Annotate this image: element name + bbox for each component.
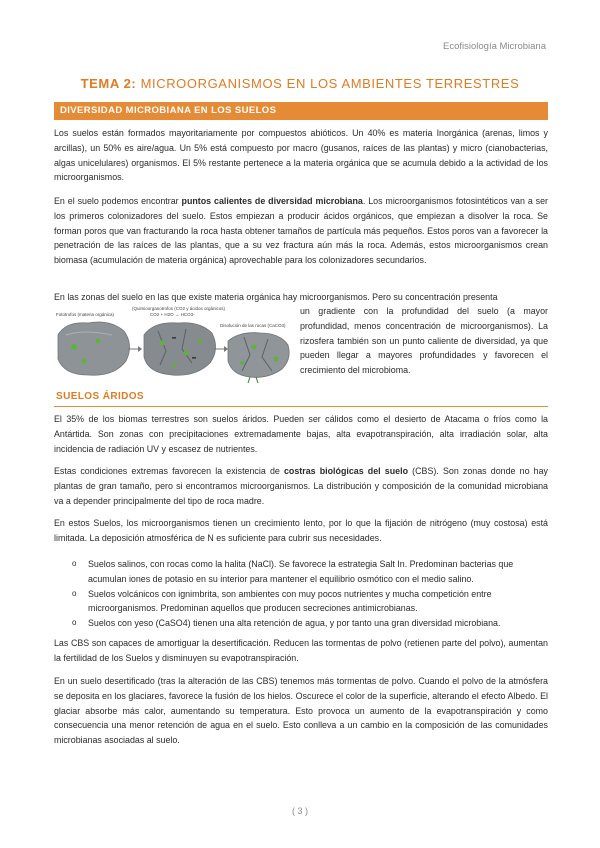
bullet-marker: o	[72, 559, 77, 568]
soil-colonization-figure	[54, 305, 292, 383]
bullet-marker: o	[72, 588, 77, 598]
rock-2	[144, 323, 216, 376]
paragraph-cbs-function: Las CBS son capaces de amortiguar la desertificación. Reducen las tormentas de polvo (retienen parte del polvo), aumentan la fertilidad de los Suelos y disminuyen su evapotranspiración.	[54, 638, 548, 663]
section-heading: DIVERSIDAD MICROBIANA EN LOS SUELOS	[54, 102, 548, 120]
subsection-heading: SUELOS ÁRIDOS	[54, 391, 548, 407]
header-subject: Ecofisiología Microbiana	[443, 41, 546, 52]
list-item-text: Suelos con yeso (CaSO4) tienen una alta retención de agua, y por tanto una gran diversidad microbiana.	[88, 618, 501, 629]
figure-label-chemo: (Quimioorganotrofos (CO2 y ácidos orgánicos)	[132, 306, 226, 311]
p5-after: (CBS). Son zonas donde no hay plantas de gran tamaño, pero si encontramos microorganismos. La distribución y composición de la comunidad microbiana va a depender principalmente del tipo de roca madre.	[54, 466, 548, 506]
soil-types-list	[70, 557, 548, 631]
page-title	[0, 76, 600, 91]
page-number: ( 3 )	[291, 806, 308, 816]
figure-label-phototrophs: Fototrofos (materia orgánica)	[56, 312, 115, 317]
p2-before: En el suelo podemos encontrar	[54, 196, 182, 206]
list-item	[70, 616, 548, 631]
paragraph-desertification: En un suelo desertificado (tras la alteración de las CBS) tenemos más tormentas de polvo. Cuando el polvo de la atmósfera se deposita en los glaciares, favorece la fusión de los hielos. Oscurece el color de la superficie, alterando el efecto Albedo. El glaciar absorbe más calor, aumentando su temperatura. Esto provoca un aumento de la evapotranspiración y como consecuencia una menor retención de agua en el suelo. Esto conlleva a un cambio en la composición de las comunidades microbianas asociadas al suelo.	[54, 676, 548, 746]
paragraph-gradient: un gradiente con la profundidad del suelo (a mayor profundidad, menos concentración de microorganismos). La rizosfera también son un punto caliente de diversidad, ya que pueden llegar a mayores profundidades y favorecen el crecimiento del microbioma.	[300, 306, 548, 376]
p2-after: . Los microorganismos fotosintéticos van a ser los primeros colonizadores del suelo. Estos empiezan a producir ácidos orgánicos, que empiezan a disolver la roca. Se forman poros que van fracturando la roca hasta obtener tamaños de partícula más pequeños. Estos poros van a favorecer la penetración de las raíces de las plantas, que a su vez fractura aún más la roca. Además, estos microorganismos crean biomasa (acumulación de materia orgánica) aprovechable para los colonizadores secundarios.	[54, 196, 548, 266]
figure-label-reaction: CO2 + H2O → HCO3-	[150, 312, 195, 317]
rock-1	[58, 322, 130, 375]
paragraph-biocrusts	[54, 464, 548, 508]
p2-bold: puntos calientes de diversidad microbiana	[181, 196, 363, 206]
rock-dissolution-diagram	[54, 305, 292, 383]
paragraph-gradient-intro: En las zonas del suelo en las que existe materia orgánica hay microorganismos. Pero su concentración presenta	[54, 292, 498, 302]
title-text: MICROORGANISMOS EN LOS AMBIENTES TERRESTRES	[140, 76, 520, 91]
paragraph-soil-composition: Los suelos están formados mayoritariamente por compuestos abióticos. Un 40% es materia Inorgánica (arenas, limos y arcillas), un 50% es aire/agua. Un 5% está compuesto por macro (gusanos, raíces de las plantas) y micro (cianobacterias, algas unicelulares) organismos. El 5% restante pertenece a la materia orgánica que se acumula debido a la actividad de los microorganismos.	[54, 128, 548, 183]
list-item	[70, 557, 548, 587]
paragraph-arid-soils: El 35% de los biomas terrestres son suelos áridos. Pueden ser cálidos como el desierto de Atacama o fríos como la Antártida. Son zonas con precipitaciones extremadamente bajas, alta evapotranspiración, alta irradiación solar, alta incidencia de radiación UV y escasez de nutrientes.	[54, 414, 548, 454]
paragraph-nitrogen: En estos Suelos, los microorganismos tienen un crecimiento lento, por lo que la fijación de nitrógeno (muy costosa) está limitada. La deposición atmosférica de N es suficiente para cubrir sus necesidades.	[54, 518, 548, 543]
bullet-marker: o	[72, 618, 77, 628]
list-item	[70, 587, 548, 617]
list-item-text: Suelos salinos, con rocas como la halita (NaCl). Se favorece la estrategia Salt In. Predominan bacterias que acumulan iones de potasio en su interior para mantener el equilibrio osmótico con el medio salino.	[88, 559, 514, 584]
figure-label-dissolution: Disolución de las rocas (CaCO3)	[220, 323, 286, 328]
paragraph-hotspots	[54, 194, 548, 268]
rock-3	[228, 333, 289, 383]
title-prefix: TEMA 2:	[80, 76, 137, 91]
p5-before: Estas condiciones extremas favorecen la existencia de	[54, 466, 284, 476]
list-item-text: Suelos volcánicos con ignimbrita, son ambientes con muy pocos nutrientes y mucha competición entre microorganismos. Predominan aquellos que producen secreciones antimicrobianas.	[88, 588, 492, 614]
p5-bold: costras biológicas del suelo	[284, 466, 408, 476]
